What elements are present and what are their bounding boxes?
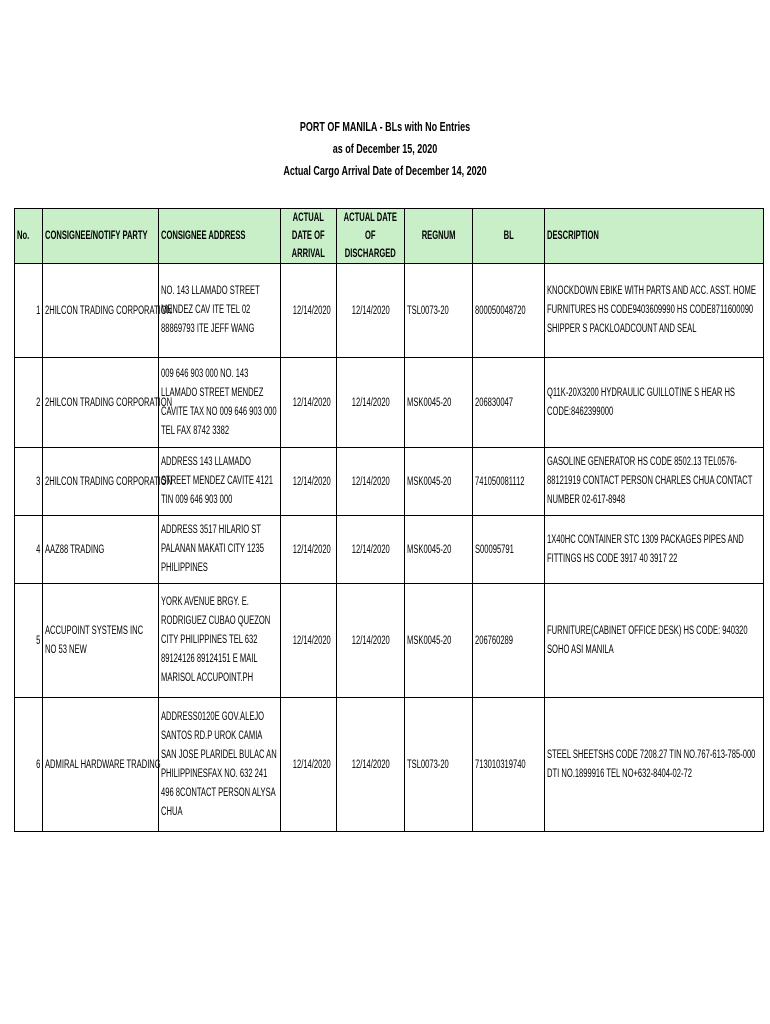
arrival-date-cell: 12/14/2020: [281, 516, 337, 584]
report-title-block: [0, 116, 770, 182]
discharged-date-cell: 12/14/2020: [337, 358, 405, 448]
row-number: 5: [15, 584, 43, 698]
row-number: 2: [15, 358, 43, 448]
header-arrival-date: ACTUAL DATE OF ARRIVAL: [281, 209, 337, 264]
bl-cell: 206760289: [473, 584, 545, 698]
header-address: CONSIGNEE ADDRESS: [159, 209, 281, 264]
regnum-cell: MSK0045-20: [405, 584, 473, 698]
header-consignee: CONSIGNEE/NOTIFY PARTY: [43, 209, 159, 264]
report-arrival-date: Actual Cargo Arrival Date of December 14, 2020: [283, 164, 487, 178]
arrival-date-cell: 12/14/2020: [281, 264, 337, 358]
header-description: DESCRIPTION: [545, 209, 764, 264]
report-as-of-date: as of December 15, 2020: [332, 142, 438, 156]
header-discharged-date: ACTUAL DATE OF DISCHARGED: [337, 209, 405, 264]
discharged-date-cell: 12/14/2020: [337, 698, 405, 832]
address-cell: NO. 143 LLAMADO STREET MENDEZ CAV ITE TEL 02 88869793 ITE JEFF WANG: [159, 264, 281, 358]
header-bl: BL: [473, 209, 545, 264]
arrival-date-cell: 12/14/2020: [281, 358, 337, 448]
arrival-date-cell: 12/14/2020: [281, 448, 337, 516]
bl-cell: S00095791: [473, 516, 545, 584]
table-row: [15, 698, 764, 832]
report-title: PORT OF MANILA - BLs with No Entries: [299, 120, 471, 134]
discharged-date-cell: 12/14/2020: [337, 448, 405, 516]
regnum-cell: MSK0045-20: [405, 358, 473, 448]
description-cell: GASOLINE GENERATOR HS CODE 8502.13 TEL0576-88121919 CONTACT PERSON CHARLES CHUA CONTACT NUMBER 02-617-8948: [545, 448, 764, 516]
consignee-cell: ADMIRAL HARDWARE TRADING: [43, 698, 159, 832]
consignee-cell: AAZ88 TRADING: [43, 516, 159, 584]
regnum-cell: TSL0073-20: [405, 264, 473, 358]
bl-cell: 713010319740: [473, 698, 545, 832]
row-number: 4: [15, 516, 43, 584]
table-row: [15, 358, 764, 448]
table-row: [15, 264, 764, 358]
description-cell: 1X40HC CONTAINER STC 1309 PACKAGES PIPES AND FITTINGS HS CODE 3917 40 3917 22: [545, 516, 764, 584]
row-number: 3: [15, 448, 43, 516]
header-no: No.: [15, 209, 43, 264]
discharged-date-cell: 12/14/2020: [337, 264, 405, 358]
row-number: 1: [15, 264, 43, 358]
bl-table: [14, 208, 764, 832]
row-number: 6: [15, 698, 43, 832]
discharged-date-cell: 12/14/2020: [337, 516, 405, 584]
bl-cell: 741050081112: [473, 448, 545, 516]
description-cell: KNOCKDOWN EBIKE WITH PARTS AND ACC. ASST. HOME FURNITURES HS CODE9403609990 HS CODE8711600090 SHIPPER S PACKLOADCOUNT AND SEAL: [545, 264, 764, 358]
bl-cell: 206830047: [473, 358, 545, 448]
table-row: [15, 448, 764, 516]
consignee-cell: 2HILCON TRADING CORPORATION: [43, 358, 159, 448]
description-cell: Q11K-20X3200 HYDRAULIC GUILLOTINE S HEAR HS CODE:8462399000: [545, 358, 764, 448]
arrival-date-cell: 12/14/2020: [281, 698, 337, 832]
address-cell: ADDRESS 143 LLAMADO STREET MENDEZ CAVITE 4121 TIN 009 646 903 000: [159, 448, 281, 516]
address-cell: ADDRESS 3517 HILARIO ST PALANAN MAKATI CITY 1235 PHILIPPINES: [159, 516, 281, 584]
regnum-cell: MSK0045-20: [405, 516, 473, 584]
description-cell: STEEL SHEETSHS CODE 7208.27 TIN NO.767-613-785-000 DTI NO.1899916 TEL NO+632-8404-02-72: [545, 698, 764, 832]
regnum-cell: TSL0073-20: [405, 698, 473, 832]
consignee-cell: ACCUPOINT SYSTEMS INC NO 53 NEW: [43, 584, 159, 698]
discharged-date-cell: 12/14/2020: [337, 584, 405, 698]
description-cell: FURNITURE(CABINET OFFICE DESK) HS CODE: 940320 SOHO ASI MANILA: [545, 584, 764, 698]
table-row: [15, 516, 764, 584]
table-header-row: [15, 209, 764, 264]
arrival-date-cell: 12/14/2020: [281, 584, 337, 698]
regnum-cell: MSK0045-20: [405, 448, 473, 516]
address-cell: 009 646 903 000 NO. 143 LLAMADO STREET MENDEZ CAVITE TAX NO 009 646 903 000 TEL FAX 8742 3382: [159, 358, 281, 448]
bl-cell: 800050048720: [473, 264, 545, 358]
header-regnum: REGNUM: [405, 209, 473, 264]
consignee-cell: 2HILCON TRADING CORPORATION: [43, 264, 159, 358]
address-cell: ADDRESS0120E GOV.ALEJO SANTOS RD.P UROK CAMIA SAN JOSE PLARIDEL BULAC AN PHILIPPINESFAX NO. 632 241 496 8CONTACT PERSON ALYSA CHUA: [159, 698, 281, 832]
consignee-cell: 2HILCON TRADING CORPORATION: [43, 448, 159, 516]
table-row: [15, 584, 764, 698]
address-cell: YORK AVENUE BRGY. E. RODRIGUEZ CUBAO QUEZON CITY PHILIPPINES TEL 632 89124126 89124151 E MAIL MARISOL ACCUPOINT.PH: [159, 584, 281, 698]
